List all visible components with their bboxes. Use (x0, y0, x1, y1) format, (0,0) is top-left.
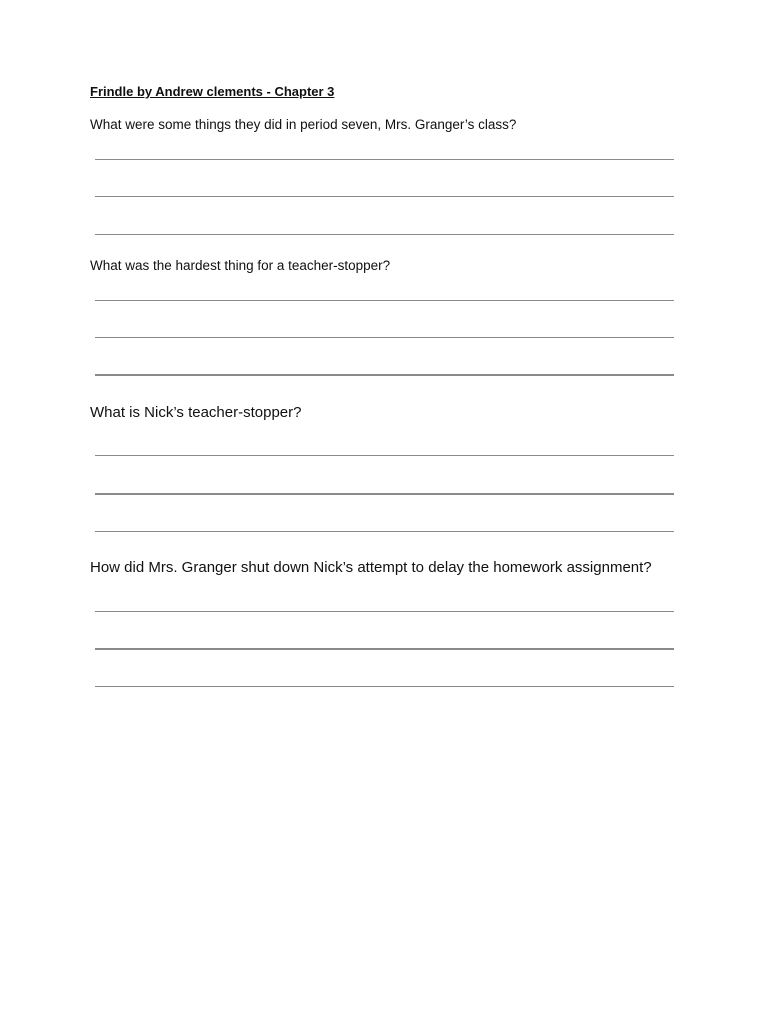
answer-line (95, 455, 674, 456)
answer-line (95, 159, 674, 160)
answer-line (95, 196, 674, 197)
answer-line (95, 531, 674, 532)
question-2: What was the hardest thing for a teacher-stopper? (90, 258, 391, 273)
answer-line (95, 300, 674, 301)
answer-line (95, 234, 674, 235)
answer-line (95, 686, 674, 687)
answer-line (95, 493, 674, 495)
answer-line (95, 337, 674, 338)
question-3: What is Nick’s teacher-stopper? (90, 404, 302, 421)
answer-line (95, 648, 674, 650)
worksheet-title: Frindle by Andrew clements - Chapter 3 (90, 84, 335, 99)
answer-line (95, 611, 674, 612)
question-1: What were some things they did in period seven, Mrs. Granger’s class? (90, 117, 517, 132)
answer-line (95, 374, 674, 376)
question-4: How did Mrs. Granger shut down Nick’s attempt to delay the homework assignment? (90, 559, 652, 576)
